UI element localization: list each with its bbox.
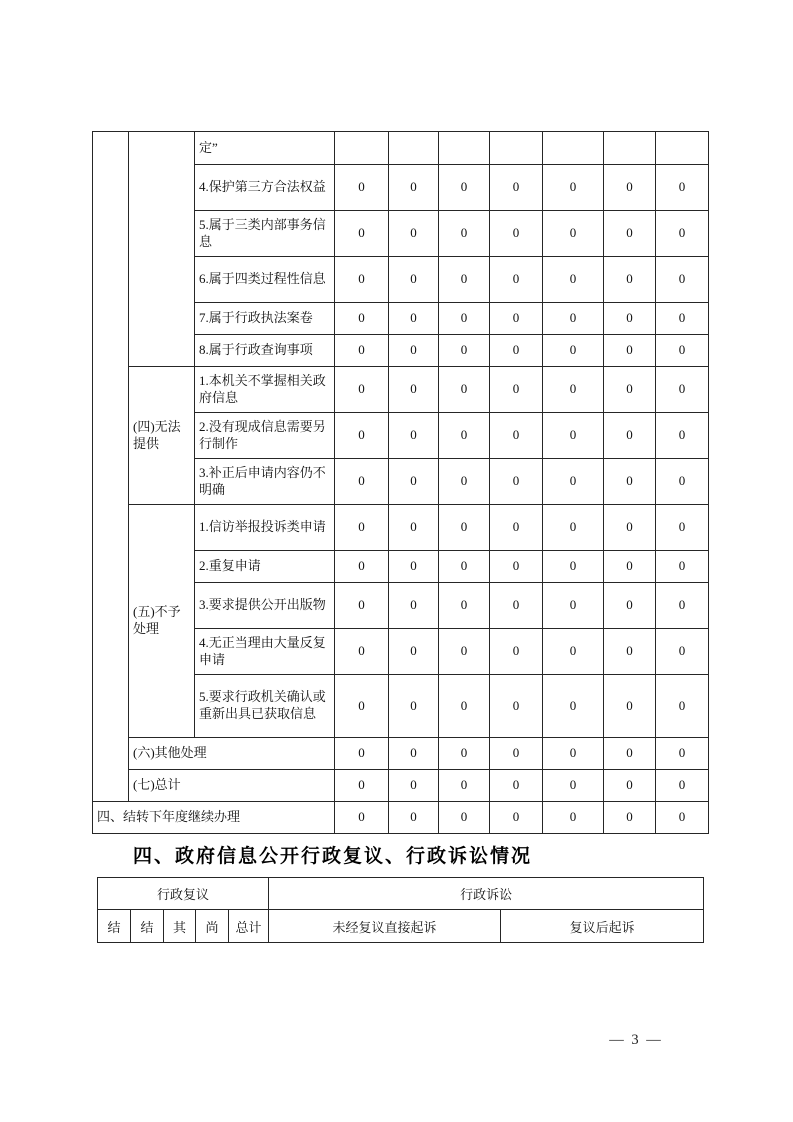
row-label-cell: 2.重复申请 [195,551,335,583]
value-cell: 0 [490,367,543,413]
row-label-cell: 定” [195,132,335,165]
row-label-cell: 1.本机关不掌握相关政府信息 [195,367,335,413]
row-label-cell: 3.补正后申请内容仍不明确 [195,459,335,505]
value-cell: 0 [439,770,490,802]
value-cell: 0 [604,675,656,738]
value-cell: 0 [389,459,439,505]
value-cell [389,132,439,165]
value-cell: 0 [389,165,439,211]
value-cell: 0 [656,165,709,211]
value-cell: 0 [335,459,389,505]
litigation-header-cell: 行政诉讼 [269,878,704,910]
value-cell: 0 [656,459,709,505]
value-cell: 0 [389,413,439,459]
value-cell: 0 [490,770,543,802]
value-cell: 0 [604,629,656,675]
row-label-cell: 4.保护第三方合法权益 [195,165,335,211]
group-label-cell: (四)无法提供 [129,367,195,505]
value-cell: 0 [490,738,543,770]
value-cell: 0 [389,738,439,770]
sub-header-cell: 尚 [196,910,229,943]
value-cell: 0 [656,335,709,367]
value-cell: 0 [604,770,656,802]
value-cell: 0 [543,770,604,802]
value-cell: 0 [335,738,389,770]
value-cell: 0 [335,583,389,629]
value-cell: 0 [656,413,709,459]
value-cell: 0 [604,367,656,413]
value-cell: 0 [604,335,656,367]
value-cell: 0 [604,257,656,303]
value-cell: 0 [543,257,604,303]
value-cell [604,132,656,165]
value-cell: 0 [439,583,490,629]
table-row [93,802,709,834]
group-label-cell: (五)不予处理 [129,505,195,738]
row-label-cell: 1.信访举报投诉类申请 [195,505,335,551]
value-cell: 0 [490,303,543,335]
value-cell: 0 [389,629,439,675]
value-cell: 0 [389,583,439,629]
value-cell: 0 [656,505,709,551]
value-cell: 0 [490,257,543,303]
table-row [93,367,709,413]
value-cell: 0 [543,367,604,413]
value-cell: 0 [656,367,709,413]
value-cell: 0 [490,413,543,459]
main-table [92,131,709,834]
table-row [93,505,709,551]
sub-header-cell: 结 [98,910,131,943]
value-cell: 0 [604,211,656,257]
value-cell: 0 [439,303,490,335]
row-label-cell: 7.属于行政执法案卷 [195,303,335,335]
value-cell: 0 [656,583,709,629]
section-heading: 四、政府信息公开行政复议、行政诉讼情况 [133,846,533,867]
value-cell: 0 [335,257,389,303]
value-cell: 0 [656,675,709,738]
value-cell: 0 [439,335,490,367]
value-cell: 0 [335,675,389,738]
left-spanner-cell [93,132,129,802]
table-row [93,770,709,802]
value-cell: 0 [490,629,543,675]
value-cell: 0 [656,738,709,770]
sub-header-cell: 其 [164,910,196,943]
value-cell [335,132,389,165]
value-cell: 0 [543,413,604,459]
value-cell: 0 [335,770,389,802]
value-cell: 0 [490,505,543,551]
value-cell: 0 [543,459,604,505]
value-cell: 0 [389,257,439,303]
value-cell: 0 [439,459,490,505]
value-cell: 0 [389,551,439,583]
value-cell: 0 [335,802,389,834]
sub-header-cell: 总计 [229,910,269,943]
value-cell [543,132,604,165]
value-cell: 0 [389,675,439,738]
row-label-cell: 四、结转下年度继续办理 [93,802,335,834]
value-cell [656,132,709,165]
value-cell: 0 [543,335,604,367]
value-cell: 0 [439,413,490,459]
table-row [93,738,709,770]
value-cell: 0 [389,335,439,367]
value-cell: 0 [389,505,439,551]
value-cell: 0 [543,303,604,335]
value-cell: 0 [335,629,389,675]
value-cell: 0 [656,770,709,802]
sub-header-cell: 结 [131,910,164,943]
page-number: — 3 — [609,1032,663,1048]
value-cell [439,132,490,165]
value-cell: 0 [389,211,439,257]
value-cell: 0 [604,505,656,551]
value-cell: 0 [543,505,604,551]
value-cell: 0 [543,629,604,675]
value-cell: 0 [490,675,543,738]
value-cell: 0 [439,257,490,303]
value-cell: 0 [490,583,543,629]
value-cell: 0 [604,413,656,459]
row-label-cell: 6.属于四类过程性信息 [195,257,335,303]
group-spanner-cell-empty [129,132,195,367]
value-cell [490,132,543,165]
value-cell: 0 [439,211,490,257]
value-cell: 0 [439,738,490,770]
value-cell: 0 [604,802,656,834]
row-label-cell: 5.属于三类内部事务信息 [195,211,335,257]
value-cell: 0 [490,211,543,257]
value-cell: 0 [439,675,490,738]
value-cell: 0 [490,551,543,583]
value-cell: 0 [543,211,604,257]
row-label-cell: (六)其他处理 [129,738,335,770]
row-label-cell: 3.要求提供公开出版物 [195,583,335,629]
value-cell: 0 [656,551,709,583]
value-cell: 0 [543,738,604,770]
value-cell: 0 [389,367,439,413]
value-cell: 0 [335,335,389,367]
value-cell: 0 [335,367,389,413]
value-cell: 0 [335,551,389,583]
value-cell: 0 [490,459,543,505]
value-cell: 0 [335,165,389,211]
value-cell: 0 [439,629,490,675]
value-cell: 0 [490,335,543,367]
value-cell: 0 [604,165,656,211]
row-label-cell: (七)总计 [129,770,335,802]
table-row [93,132,709,165]
value-cell: 0 [335,303,389,335]
value-cell: 0 [543,583,604,629]
row-label-cell: 2.没有现成信息需要另行制作 [195,413,335,459]
row-label-cell: 8.属于行政查询事项 [195,335,335,367]
sub-header-cell: 未经复议直接起诉 [269,910,501,943]
row-label-cell: 5.要求行政机关确认或重新出具已获取信息 [195,675,335,738]
value-cell: 0 [604,583,656,629]
value-cell: 0 [604,303,656,335]
value-cell: 0 [490,802,543,834]
value-cell: 0 [439,802,490,834]
value-cell: 0 [439,367,490,413]
value-cell: 0 [439,505,490,551]
value-cell: 0 [656,211,709,257]
value-cell: 0 [389,303,439,335]
value-cell: 0 [389,802,439,834]
table-row [98,878,704,910]
value-cell: 0 [656,802,709,834]
value-cell: 0 [656,303,709,335]
sub-header-cell: 复议后起诉 [501,910,704,943]
value-cell: 0 [335,505,389,551]
value-cell: 0 [439,551,490,583]
value-cell: 0 [543,802,604,834]
value-cell: 0 [543,675,604,738]
value-cell: 0 [656,257,709,303]
value-cell: 0 [335,413,389,459]
value-cell: 0 [439,165,490,211]
value-cell: 0 [604,551,656,583]
review-header-cell: 行政复议 [98,878,269,910]
value-cell: 0 [490,165,543,211]
review-table [97,877,704,943]
value-cell: 0 [604,738,656,770]
value-cell: 0 [335,211,389,257]
table-row [98,910,704,943]
value-cell: 0 [389,770,439,802]
value-cell: 0 [604,459,656,505]
value-cell: 0 [543,551,604,583]
value-cell: 0 [656,629,709,675]
row-label-cell: 4.无正当理由大量反复申请 [195,629,335,675]
value-cell: 0 [543,165,604,211]
